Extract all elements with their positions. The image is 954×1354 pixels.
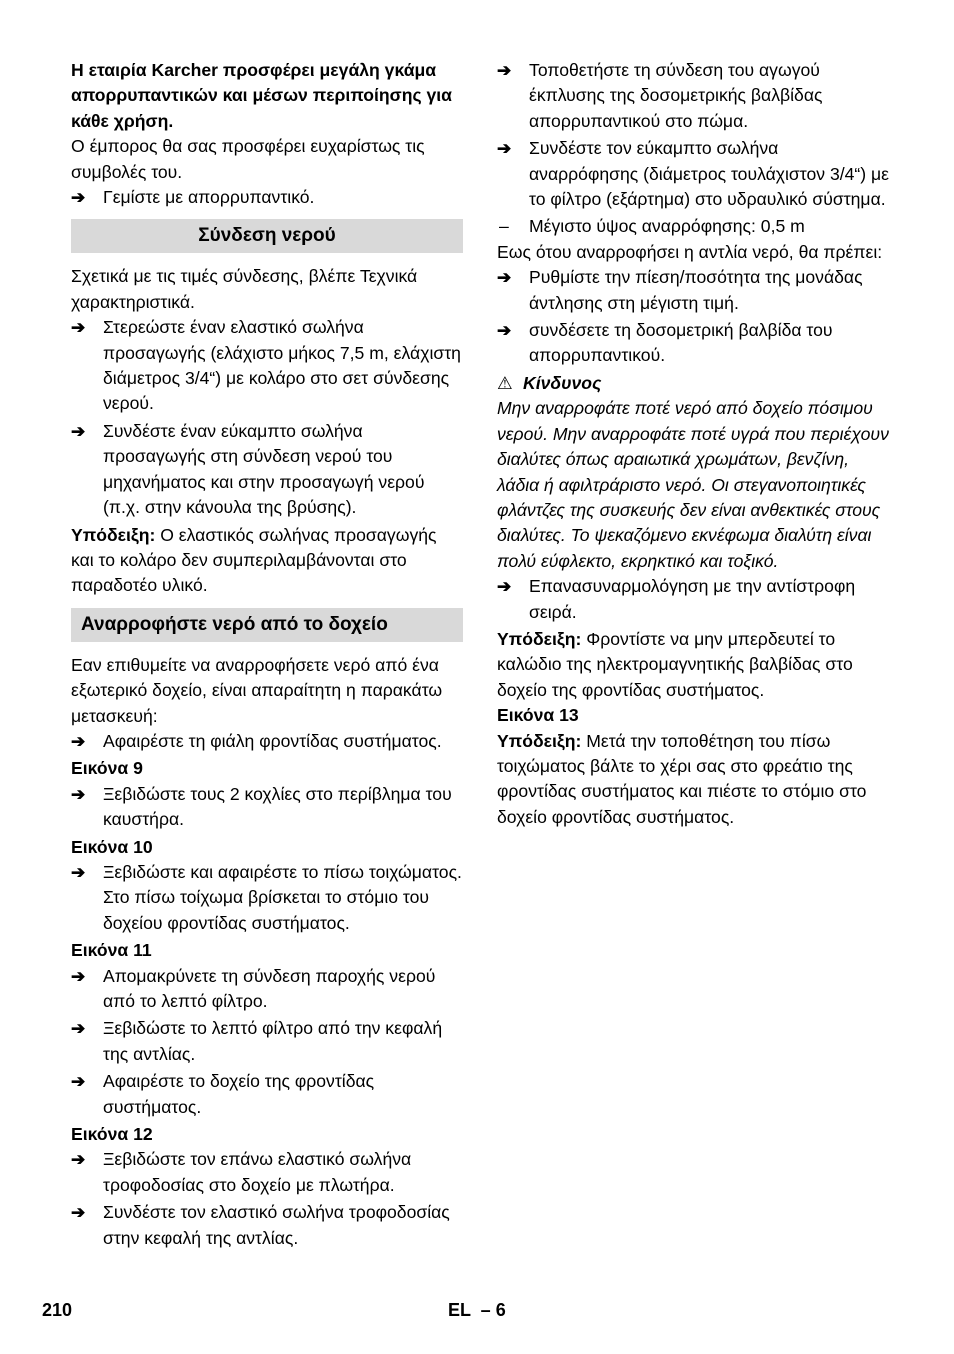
left-column xyxy=(71,58,463,1253)
arrow-icon: ➔ xyxy=(497,61,512,80)
fig11-step-2: ➔ Ξεβιδώστε το λεπτό φίλτρο από την κεφαλή της αντλίας. xyxy=(71,1018,443,1064)
heading-suction: Αναρροφήστε νερό από το δοχείο xyxy=(71,608,463,642)
suction-intro: Εαν επιθυμείτε να αναρροφήσετε νερό από ένα εξωτερικό δοχείο, είναι απαραίτητη η παρακάτω μετασκευή: xyxy=(71,654,443,726)
fig12-step-2: ➔ Συνδέστε τον ελαστικό σωλήνα τροφοδοσίας στην κεφαλή της αντλίας. xyxy=(71,1202,450,1248)
arrow-icon: ➔ xyxy=(497,268,512,288)
figure-9-label: Εικόνα 9 xyxy=(71,758,143,779)
arrow-icon: ➔ xyxy=(71,421,86,441)
figure-11-label: Εικόνα 11 xyxy=(71,940,152,961)
figure-12-label: Εικόνα 12 xyxy=(71,1124,153,1145)
danger-text: Μην αναρροφάτε ποτέ νερό από δοχείο πόσιμου νερού. Μην αναρροφάτε ποτέ υγρά που περιέχουν διαλύτες όπως αραιωτικά χρωμάτων, βενζίνη, λάδια ή αφιλτράριστο νερό. Οι στεγανοποιητικές φλάντζες της συσκευής δεν είναι ανθεκτικές στους διαλύτες. Το ψεκαζόμενο εκνέφωμα διαλύτη είναι πολύ εύφλεκτο, εκρηκτικό και τοξικό. xyxy=(497,398,889,571)
step-fill: ➔ Γεμίστε με απορρυπαντικό. xyxy=(71,185,463,210)
right-step-1: ➔ Τοποθετήστε τη σύνδεση του αγωγού έκπλυσης της δοσομετρικής βαλβίδας απορρυπαντικού στο πώμα. xyxy=(497,60,823,131)
water-step-2: ➔ Συνδέστε έναν εύκαμπτο σωλήνα προσαγωγής στη σύνδεση νερού του μηχανήματος και στην προσαγωγή νερού (π.χ. στην κάνουλα της βρύσης). xyxy=(71,420,425,518)
right-note-2: Υπόδειξη: Μετά την τοποθέτηση του πίσω τοιχώματος βάλτε το χέρι σας στο φρεάτιο της φροντίδας συστήματος και πιέστε το στόμιο στο δοχείο φροντίδας συστήματος. xyxy=(497,730,867,827)
heading-water-connection: Σύνδεση νερού xyxy=(71,219,463,253)
right-step-5: ➔ Επανασυναρμολόγηση με την αντίστροφη σειρά. xyxy=(497,576,856,622)
arrow-icon: ➔ xyxy=(71,1072,86,1092)
fig11-step-3: ➔ Αφαιρέστε το δοχείο της φροντίδας συστήματος. xyxy=(71,1071,375,1117)
intro-bold: Η εταιρία Karcher προσφέρει μεγάλη γκάμα απορρυπαντικών και μέσων περιποίησης για κάθε χρήση. xyxy=(71,60,452,131)
arrow-icon: ➔ xyxy=(497,577,512,597)
water-intro: Σχετικά με τις τιμές σύνδεσης, βλέπε Τεχνικά χαρακτηριστικά. xyxy=(71,266,418,312)
water-step-1: ➔ Στερεώστε έναν ελαστικό σωλήνα προσαγωγής (ελάχιστο μήκος 7,5 m, ελάχιστη διάμετρος 3/4“) με κολάρο στο σετ σύνδεσης νερού. xyxy=(71,317,461,414)
right-column xyxy=(497,58,889,830)
water-note: Υπόδειξη: Ο ελαστικός σωλήνας προσαγωγής και το κολάρο δεν συμπεριλαμβάνονται στο παραδοτέο υλικό. xyxy=(71,524,437,596)
suction-step-1: ➔ Αφαιρέστε τη φιάλη φροντίδας συστήματος. xyxy=(71,729,463,754)
arrow-icon: ➔ xyxy=(71,862,86,882)
arrow-icon: ➔ xyxy=(71,1150,86,1170)
arrow-icon: ➔ xyxy=(71,1203,86,1223)
max-suction-height: – Μέγιστο ύψος αναρρόφησης: 0,5 m xyxy=(497,214,889,239)
right-step-4: ➔ συνδέσετε τη δοσομετρική βαλβίδα του απορρυπαντικού. xyxy=(497,320,833,366)
arrow-icon: ➔ xyxy=(497,321,512,341)
fig12-step-1: ➔ Ξεβιδώστε τον επάνω ελαστικό σωλήνα τροφοδοσίας στο δοχείο με πλωτήρα. xyxy=(71,1149,412,1195)
arrow-icon: ➔ xyxy=(71,318,86,338)
arrow-icon: ➔ xyxy=(71,188,86,208)
danger-heading: ⚠ Κίνδυνος xyxy=(497,371,889,396)
arrow-icon: ➔ xyxy=(497,139,512,159)
figure-13-label: Εικόνα 13 xyxy=(497,705,579,726)
right-step-2: ➔ Συνδέστε τον εύκαμπτο σωλήνα αναρρόφησης (διάμετρος τουλάχιστον 3/4“) με το φίλτρο (εξάρτημα) στο υδραυλικό σύστημα. xyxy=(497,138,889,210)
dash-bullet: – xyxy=(499,216,509,237)
figure-10-label: Εικόνα 10 xyxy=(71,836,153,857)
arrow-icon: ➔ xyxy=(71,784,86,804)
intro-text: Ο έμπορος θα σας προσφέρει ευχαρίστως τις συμβολές του. xyxy=(71,136,425,182)
right-step-3: ➔ Ρυθμίστε την πίεση/ποσότητα της μονάδας άντλησης στη μέγιστη τιμή. xyxy=(497,267,863,313)
fig10-step: ➔ Ξεβιδώστε και αφαιρέστε το πίσω τοιχώματος. Στο πίσω τοίχωμα βρίσκεται το στόμιο του δοχείου φροντίδας συστήματος. xyxy=(71,861,462,933)
page-number: 210 xyxy=(42,1300,73,1320)
arrow-icon: ➔ xyxy=(71,1019,86,1039)
until-text: Εως ότου αναρροφήσει η αντλία νερό, θα πρέπει: xyxy=(497,241,883,262)
arrow-icon: ➔ xyxy=(71,731,86,751)
arrow-icon: ➔ xyxy=(71,966,86,986)
language-section-label: EL – 6 xyxy=(448,1300,506,1320)
fig11-step-1: ➔ Απομακρύνετε τη σύνδεση παροχής νερού από το λεπτό φίλτρο. xyxy=(71,965,436,1011)
right-note-1: Υπόδειξη: Φροντίστε να μην μπερδευτεί το καλώδιο της ηλεκτρομαγνητικής βαλβίδας στο δοχείο της φροντίδας συστήματος. xyxy=(497,628,853,700)
warning-icon: ⚠ xyxy=(497,372,513,393)
fig9-step: ➔ Ξεβιδώστε τους 2 κοχλίες στο περίβλημα του καυστήρα. xyxy=(71,783,452,830)
